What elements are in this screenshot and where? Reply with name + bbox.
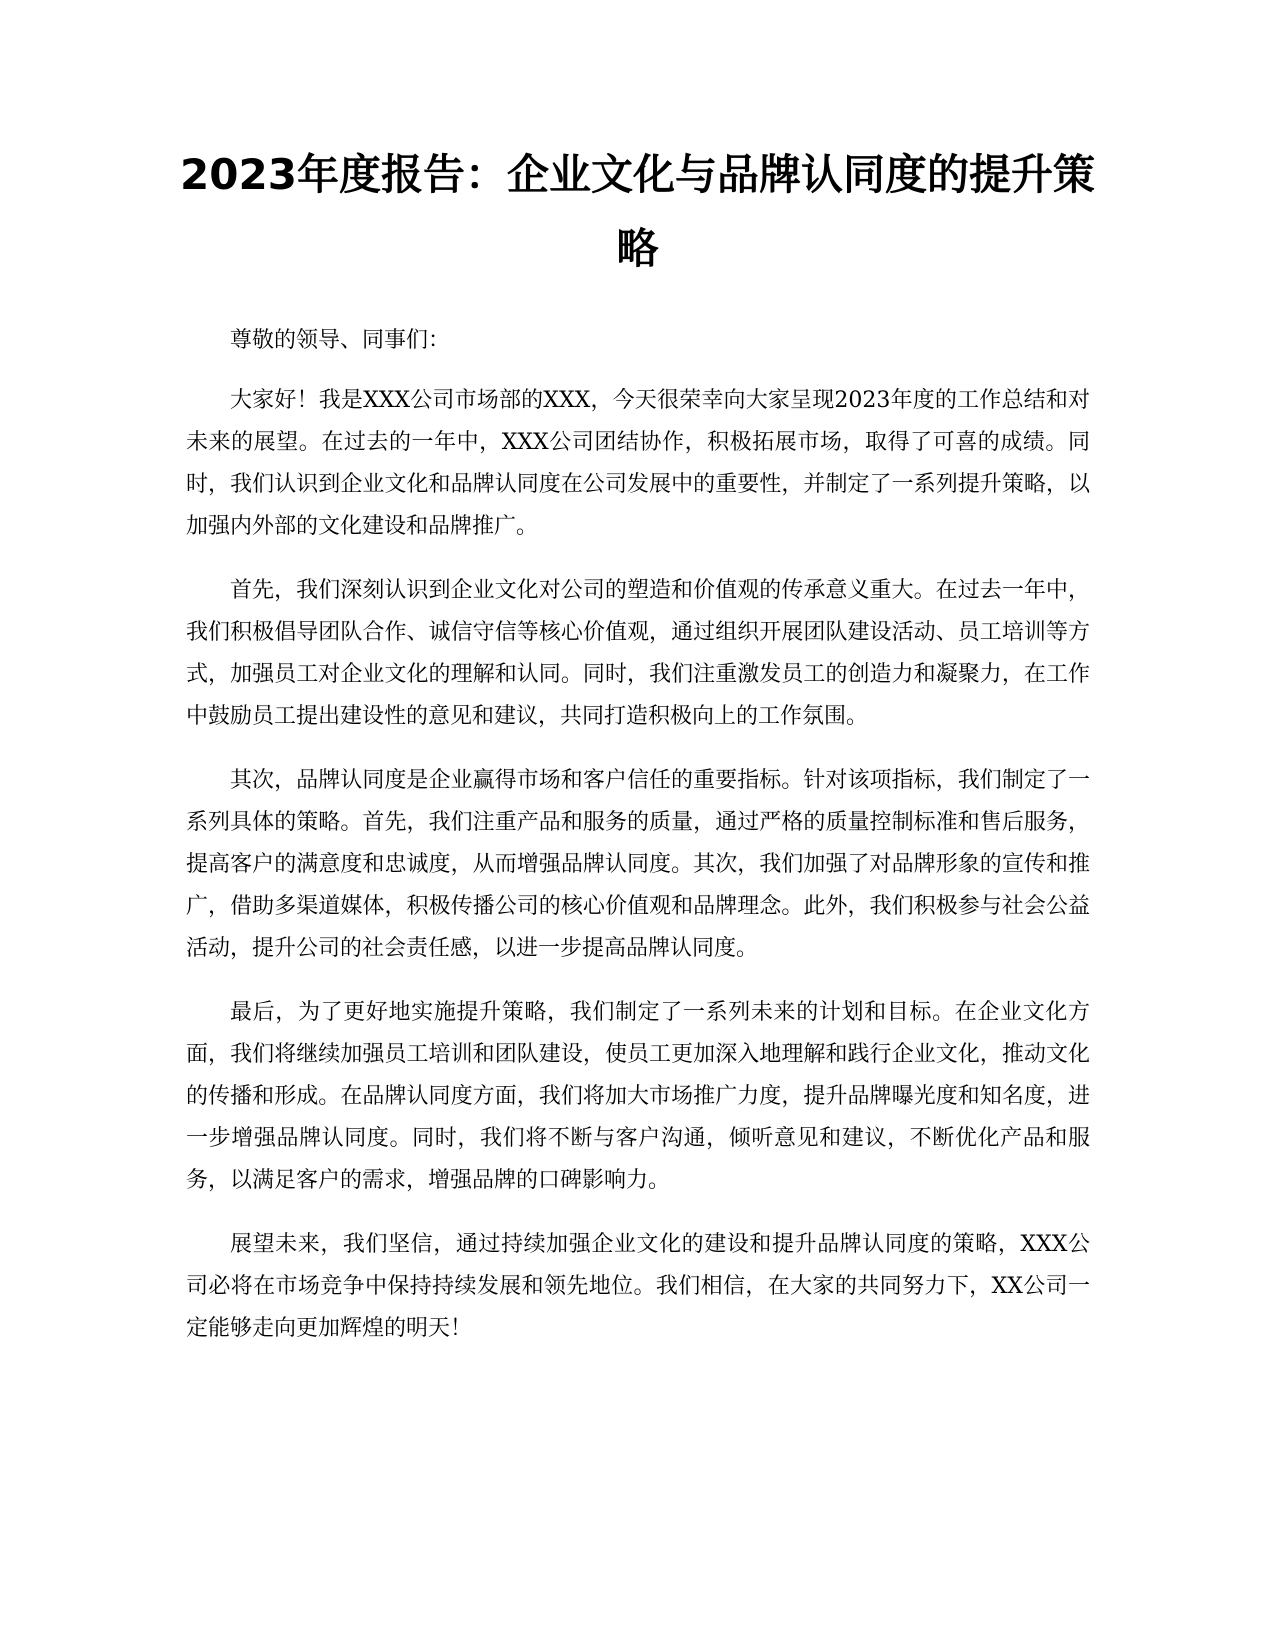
paragraph-brand: 其次，品牌认同度是企业赢得市场和客户信任的重要指标。针对该项指标，我们制定了一系列具体的策略。首先，我们注重产品和服务的质量，通过严格的质量控制标准和售后服务，提高客户的满意度和忠诚度，从而增强品牌认同度。其次，我们加强了对品牌形象的宣传和推广，借助多渠道媒体，积极传播公司的核心价值观和品牌理念。此外，我们积极参与社会公益活动，提升公司的社会责任感，以进一步提高品牌认同度。 <box>186 768 1090 961</box>
document-body <box>186 320 1090 1372</box>
document-title: 2023年度报告：企业文化与品牌认同度的提升策略 <box>180 150 1095 273</box>
paragraph-intro: 大家好！我是XXX公司市场部的XXX，今天很荣幸向大家呈现2023年度的工作总结和对未来的展望。在过去的一年中，XXX公司团结协作，积极拓展市场，取得了可喜的成绩。同时，我们认识到企业文化和品牌认同度在公司发展中的重要性，并制定了一系列提升策略，以加强内外部的文化建设和品牌推广。 <box>186 388 1090 539</box>
paragraph-culture: 首先，我们深刻认识到企业文化对公司的塑造和价值观的传承意义重大。在过去一年中，我们积极倡导团队合作、诚信守信等核心价值观，通过组织开展团队建设活动、员工培训等方式，加强员工对企业文化的理解和认同。同时，我们注重激发员工的创造力和凝聚力，在工作中鼓励员工提出建设性的意见和建议，共同打造积极向上的工作氛围。 <box>186 578 1090 729</box>
paragraph-plans: 最后，为了更好地实施提升策略，我们制定了一系列未来的计划和目标。在企业文化方面，我们将继续加强员工培训和团队建设，使员工更加深入地理解和践行企业文化，推动文化的传播和形成。在品牌认同度方面，我们将加大市场推广力度，提升品牌曝光度和知名度，进一步增强品牌认同度。同时，我们将不断与客户沟通，倾听意见和建议，不断优化产品和服务，以满足客户的需求，增强品牌的口碑影响力。 <box>186 1000 1090 1193</box>
paragraph-outlook: 展望未来，我们坚信，通过持续加强企业文化的建设和提升品牌认同度的策略，XXX公司必将在市场竞争中保持持续发展和领先地位。我们相信，在大家的共同努力下，XX公司一定能够走向更加辉煌的明天！ <box>186 1232 1090 1341</box>
salutation: 尊敬的领导、同事们： <box>230 328 451 353</box>
